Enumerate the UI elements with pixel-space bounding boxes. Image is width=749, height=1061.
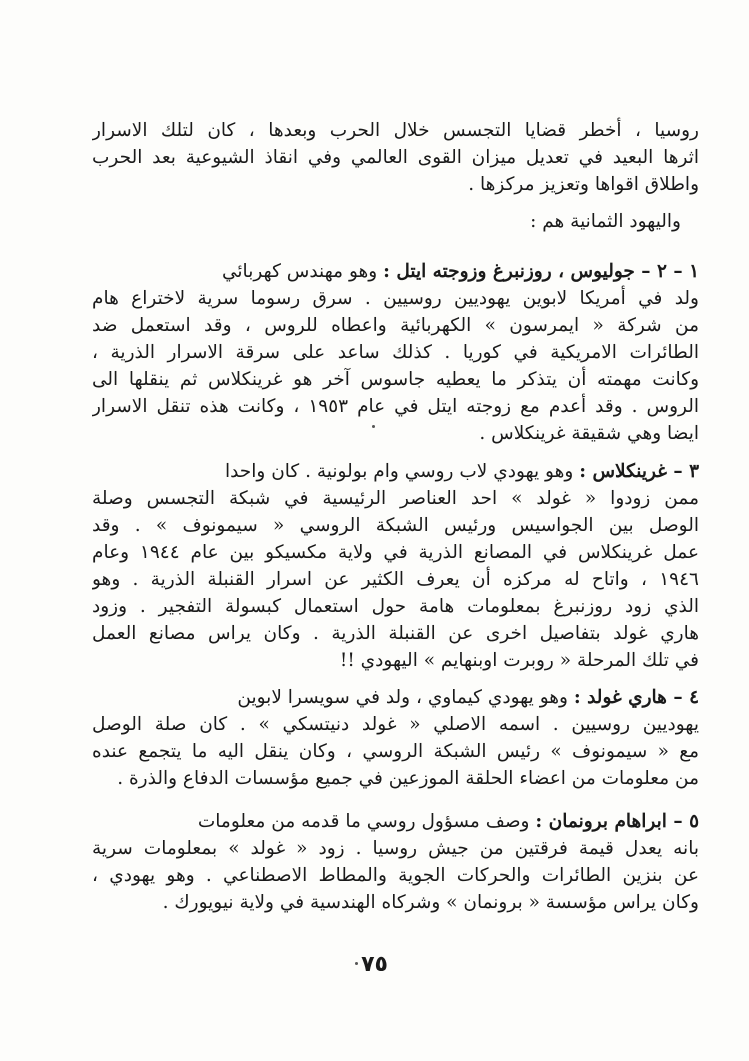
section-line: وهو يهودي كيماوي ، ولد في سويسرا لابوين bbox=[237, 687, 568, 708]
section-line: عن بنزين الطائرات والحركات الجوية والمطاط الاصطناعي . وهو يهودي ، bbox=[92, 865, 699, 886]
section-brothman bbox=[92, 808, 699, 916]
section-line: يهوديين روسيين . اسمه الاصلي « غولد دنيتسكي » . كان صلة الوصل bbox=[92, 714, 699, 735]
section-line: وصف مسؤول روسي ما قدمه من معلومات bbox=[197, 811, 530, 832]
section-line: الوصل بين الجواسيس ورئيس الشبكة الروسي « سيمونوف » . وقد bbox=[92, 515, 699, 536]
section-gold bbox=[92, 684, 699, 792]
section-line: ممن زودوا « غولد » احد العناصر الرئيسية في شبكة التجسس وصلة bbox=[92, 488, 699, 509]
eight-intro-text: واليهود الثمانية هم : bbox=[530, 211, 681, 232]
section-line: وهو يهودي لاب روسي وام بولونية . كان واحدا bbox=[224, 461, 574, 482]
print-speck bbox=[372, 425, 375, 428]
section-greenglass bbox=[92, 458, 699, 674]
section-line: من شركة « ايمرسون » الكهربائية واعطاه للروس ، وقد استعمل ضد bbox=[92, 315, 699, 336]
section-line: وهو مهندس كهربائي bbox=[221, 261, 378, 282]
section-line: ١٩٤٦ ، واتاح له مركزه أن يعرف الكثير عن اسرار القنبلة الذرية . وهو bbox=[92, 569, 699, 590]
section-line: في تلك المرحلة « روبرت اوبنهايم » اليهودي !! bbox=[339, 650, 699, 671]
intro-paragraph bbox=[92, 117, 699, 198]
section-line: ولد في أمريكا لابوين يهوديين روسيين . سرق رسوما سرية لاختراع هام bbox=[92, 288, 699, 309]
section-line: مع « سيمونوف » رئيس الشبكة الروسي ، وكان ينقل اليه ما يتجمع عنده bbox=[92, 741, 699, 762]
section-line: وكان يراس مؤسسة « برونمان » وشركاه الهندسية في ولاية نيويورك . bbox=[162, 892, 699, 913]
section-line: وكانت مهمته أن يتذكر ما يعطيه جاسوس آخر هو غرينكلاس ثم ينقلها الى bbox=[92, 369, 699, 390]
section-heading: ٥ – ابراهام برونمان : bbox=[535, 811, 699, 832]
page-number: ٧٥ bbox=[361, 952, 388, 977]
intro-line: روسيا ، أخطر قضايا التجسس خلال الحرب وبعدها ، كان لتلك الاسرار bbox=[92, 120, 699, 141]
section-line: الطائرات الامريكية في كوريا . كذلك ساعد على سرقة الاسرار الذرية ، bbox=[92, 342, 699, 363]
section-rosenberg bbox=[92, 258, 699, 447]
section-heading: ٣ – غرينكلاس : bbox=[579, 461, 699, 482]
print-speck bbox=[355, 962, 358, 965]
section-line: الروس . وقد أعدم مع زوجته ايتل في عام ١٩٥٣ ، وكانت هذه تنقل الاسرار bbox=[92, 396, 699, 417]
section-line: من معلومات من اعضاء الحلقة الموزعين في جميع مؤسسات الدفاع والذرة . bbox=[117, 768, 699, 789]
section-line: بانه يعدل قيمة فرقتين من جيش روسيا . زود « غولد » بمعلومات سرية bbox=[92, 838, 699, 859]
section-heading: ٤ – هاري غولد : bbox=[573, 687, 699, 708]
section-line: هاري غولد بتفاصيل اخرى عن القنبلة الذرية . وكان يراس مصانع العمل bbox=[92, 623, 699, 644]
section-line: ايضا وهي شقيقة غرينكلاس . bbox=[479, 423, 699, 444]
section-line: عمل غرينكلاس في المصانع الذرية في ولاية مكسيكو بين عام ١٩٤٤ وعام bbox=[92, 542, 699, 563]
section-line: الذي زود روزنبرغ بمعلومات هامة حول استعمال كبسولة التفجير . وزود bbox=[92, 596, 699, 617]
section-heading: ١ – ٢ – جوليوس ، روزنبرغ وزوجته ايتل : bbox=[383, 261, 699, 282]
intro-line: اثرها البعيد في تعديل ميزان القوى العالمي وفي انقاذ الشيوعية بعد الحرب bbox=[92, 147, 699, 168]
intro-line: واطلاق اقواها وتعزيز مركزها . bbox=[468, 174, 699, 195]
eight-intro bbox=[92, 208, 699, 235]
